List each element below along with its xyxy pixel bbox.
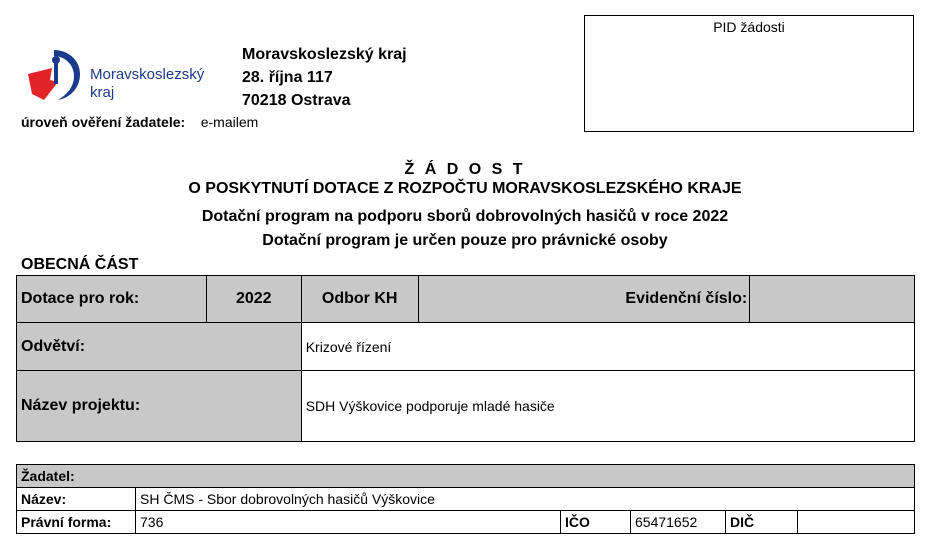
form-title: Ž Á D O S T xyxy=(404,161,526,178)
dic-label: DIČ xyxy=(726,511,798,534)
form-subtitle: O POSKYTNUTÍ DOTACE Z ROZPOČTU MORAVSKOSLEZSKÉHO KRAJE xyxy=(188,180,742,197)
registration-value xyxy=(750,276,915,323)
subsidy-year-label: Dotace pro rok: xyxy=(17,276,207,323)
region-logo-icon xyxy=(24,44,86,106)
applicant-table xyxy=(16,464,915,534)
logo-text xyxy=(90,66,204,102)
ico-label: IČO xyxy=(561,511,631,534)
dic-value xyxy=(798,511,915,534)
address-line: 70218 Ostrava xyxy=(242,92,351,109)
verification-level xyxy=(21,114,258,130)
applicant-name-value: SH ČMS - Sbor dobrovolných hasičů Výškovice xyxy=(136,488,915,511)
general-table xyxy=(16,275,915,442)
section-heading: OBECNÁ ČÁST xyxy=(21,256,139,273)
pid-box xyxy=(584,15,914,132)
program-name: Dotační program na podporu sborů dobrovolných hasičů v roce 2022 xyxy=(201,208,729,225)
subsidy-year-value: 2022 xyxy=(206,276,301,323)
office-address xyxy=(242,43,407,112)
verification-value: e-mailem xyxy=(200,114,259,130)
legal-form-label: Právní forma: xyxy=(17,511,136,534)
project-label: Název projektu: xyxy=(17,371,302,442)
sector-value: Krizové řízení xyxy=(301,323,914,371)
region-logo xyxy=(24,44,214,106)
sector-label: Odvětví: xyxy=(17,323,302,371)
department: Odbor KH xyxy=(301,276,418,323)
verification-label: úroveň ověření žadatele: xyxy=(21,114,186,130)
applicant-name-label: Název: xyxy=(17,488,136,511)
logo-text-line1: Moravskoslezský xyxy=(90,66,205,83)
ico-value: 65471652 xyxy=(631,511,726,534)
address-line: Moravskoslezský kraj xyxy=(242,46,407,63)
applicant-heading: Žadatel: xyxy=(17,465,915,488)
address-line: 28. října 117 xyxy=(242,69,333,86)
project-value: SDH Výškovice podporuje mladé hasiče xyxy=(301,371,914,442)
legal-form-value: 736 xyxy=(136,511,561,534)
program-note: Dotační program je určen pouze pro právnické osoby xyxy=(262,232,668,249)
registration-label: Evidenční číslo: xyxy=(418,276,750,323)
logo-text-line2: kraj xyxy=(90,84,115,101)
pid-label: PID žádosti xyxy=(713,19,785,35)
